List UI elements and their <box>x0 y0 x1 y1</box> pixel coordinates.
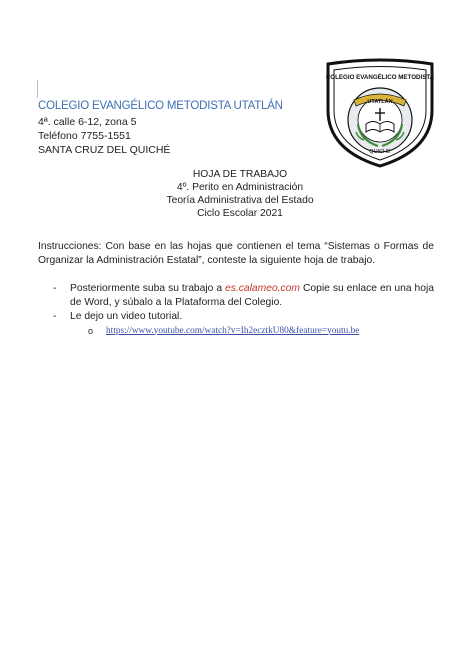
svg-text:QUICHÉ: QUICHÉ <box>369 149 391 155</box>
course-line: Teoría Administrativa del Estado <box>166 195 314 206</box>
worksheet-title: HOJA DE TRABAJO <box>192 169 288 180</box>
list-item: - Le dejo un video tutorial. <box>53 311 183 322</box>
school-name: COLEGIO EVANGÉLICO METODISTA UTATLÁN <box>38 100 283 112</box>
phone-line: Teléfono 7755-1551 <box>38 130 131 142</box>
school-year-line: Ciclo Escolar 2021 <box>197 208 283 219</box>
svg-text:COLEGIO EVANGÉLICO METODISTA: COLEGIO EVANGÉLICO METODISTA <box>325 74 435 81</box>
youtube-link[interactable]: https://www.youtube.com/watch?v=Ih2ecztkU80&feature=youtu.be <box>106 325 360 336</box>
list-item: - Posteriormente suba su trabajo a es.calameo.com Copie su enlace en una hoja de Word, y súbalo a la Plataforma del Colegio. <box>53 283 434 308</box>
task-list <box>38 282 434 338</box>
dash-bullet: - <box>53 283 57 294</box>
calameo-link[interactable]: es.calameo.com <box>225 283 301 294</box>
city-line: SANTA CRUZ DEL QUICHÉ <box>38 144 171 156</box>
worksheet-title-block <box>100 168 380 220</box>
instructions-paragraph: Instrucciones: Con base en las hojas que contienen el tema “Sistemas o Formas de Organizar la Administración Estatal”, conteste la siguiente hoja de trabajo. <box>38 241 434 266</box>
text-cursor <box>37 80 38 98</box>
school-crest-logo <box>320 58 440 170</box>
svg-text:UTATLÁN: UTATLÁN <box>367 99 393 105</box>
address-line: 4ª. calle 6-12, zona 5 <box>38 116 137 128</box>
sub-list-item <box>38 325 434 339</box>
circle-bullet-icon: o <box>88 325 94 336</box>
grade-line: 4º. Perito en Administración <box>176 182 304 193</box>
dash-bullet: - <box>53 311 57 322</box>
